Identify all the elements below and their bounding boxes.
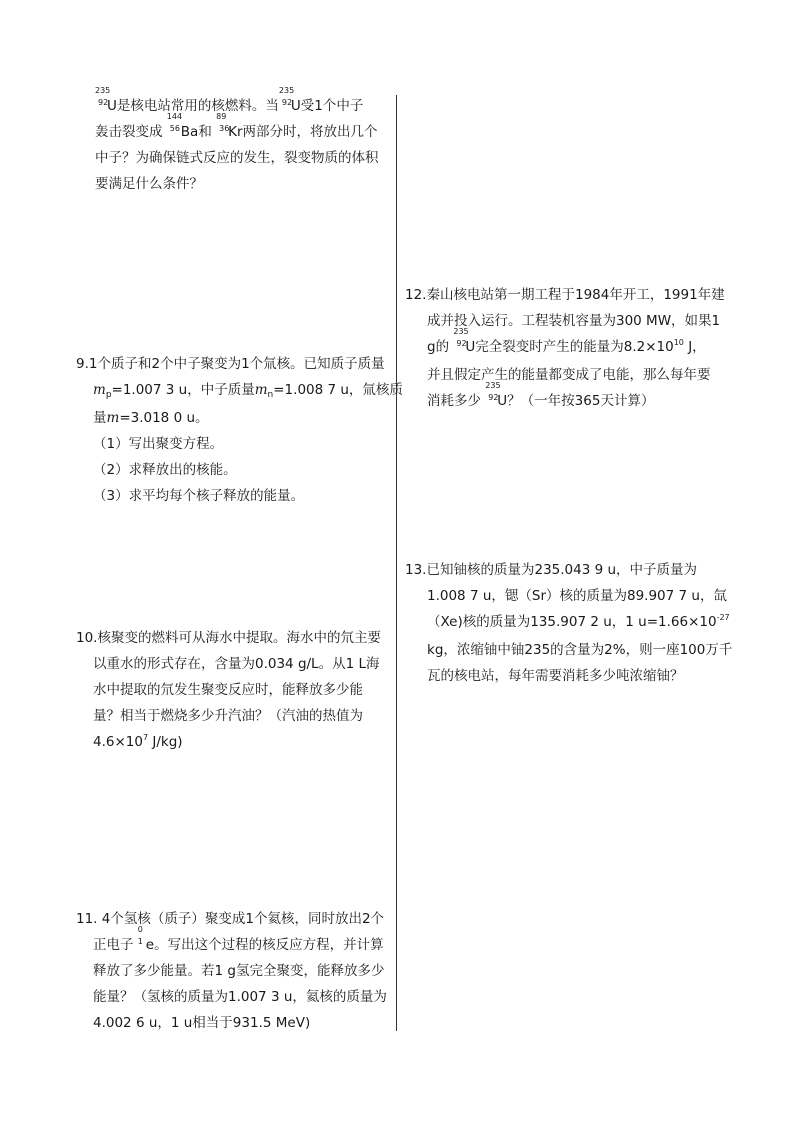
q11-line-1: 11. 4个氢核（质子）聚变成1个氦核，同时放出2个 [76, 911, 385, 927]
q9-number: 9. [76, 356, 89, 372]
q10-line-2: 以重水的形式存在，含量为0.034 g/L。从1 L海 [93, 656, 380, 672]
q9-sub-3: （3）求平均每个核子释放的能量。 [93, 488, 305, 504]
q13-line-4: kg，浓缩铀中铀235的含量为2%，则一座100万千 [427, 642, 733, 658]
nuclide-u235: 235 92 [485, 381, 501, 402]
nuclide-u235: 235 92 [278, 86, 295, 107]
positron-symbol: 0 1 [137, 925, 143, 946]
q11-line-4: 能量？（氢核的质量为1.007 3 u，氦核的质量为 [93, 989, 387, 1005]
q12-line-2: 成并投入运行。工程装机容量为300 MW，如果1 [427, 313, 721, 329]
nuclide-kr89: 89 36 [216, 112, 230, 133]
nuclide-u235: 235 92 [95, 86, 111, 107]
question-13 [405, 557, 732, 689]
q12-number: 12. [405, 287, 427, 303]
question-12 [405, 282, 725, 414]
q11-line-2: 正电子 0 1 e。写出这个过程的核反应方程，并计算 [93, 925, 384, 953]
q13-number: 13. [405, 562, 427, 578]
q10-line-4: 量？相当于燃烧多少升汽油？（汽油的热值为 [93, 708, 363, 724]
nuclide-u235: 235 92 [453, 327, 469, 348]
question-11 [76, 906, 387, 1036]
q13-line-3: （Xe)核的质量为135.907 2 u，1 $u=1.66\times 10^{-27}$ [427, 613, 730, 630]
q10-line-1: 10.核聚变的燃料可从海水中提取。海水中的氘主要 [76, 630, 381, 646]
q9-line-1: 9.1个质子和2个中子聚变为1个氚核。已知质子质量 [76, 356, 385, 372]
q12-line-3: g的 235 92 U完全裂变时产生的能量为$8.2\times 10^{10}$ J， [427, 327, 706, 355]
question-9 [76, 351, 403, 509]
q9-line-2: $m_p=1.007$ 3 u，中子质量$m_n=1.008$ 7 u，氚核质 [93, 382, 403, 400]
q12-line-5: 消耗多少 235 92 U？（一年按365天计算） [427, 381, 655, 409]
question-8 [95, 86, 379, 197]
question-10 [76, 625, 381, 757]
q9-sub-1: （1）写出聚变方程。 [93, 436, 224, 452]
q11-line-3: 释放了多少能量。若1 g氢完全聚变，能释放多少 [93, 963, 385, 979]
q11-line-5: 4.002 6 u，1 u相当于931.5 MeV) [93, 1015, 311, 1031]
q13-line-2: 1.008 7 u，锶（Sr）核的质量为89.907 7 u，氙 [427, 588, 727, 604]
q13-line-1: 13.已知铀核的质量为235.043 9 u，中子质量为 [405, 562, 698, 578]
column-divider [396, 95, 397, 1031]
q10-line-5: $4.6\times 10^7$ J/kg) [93, 733, 183, 750]
q9-line-3: 量m=3.018 0 u。 [93, 410, 209, 426]
q8-line-1: 235 92 U是核电站常用的核燃料。当 235 92 U受1个中子 [95, 86, 364, 114]
q13-line-5: 瓦的核电站，每年需要消耗多少吨浓缩铀？ [427, 668, 684, 684]
q10-number: 10. [76, 630, 98, 646]
q11-number: 11. [76, 911, 98, 927]
q8-line-3: 中子？为确保链式反应的发生，裂变物质的体积 [95, 150, 379, 166]
nuclide-ba144: 144 56 [166, 112, 183, 133]
q10-line-3: 水中提取的氘发生聚变反应时，能释放多少能 [93, 682, 363, 698]
q12-line-4: 并且假定产生的能量都变成了电能，那么每年要 [427, 367, 711, 383]
q9-sub-2: （2）求释放出的核能。 [93, 462, 237, 478]
q12-line-1: 12.秦山核电站第一期工程于1984年开工，1991年建 [405, 287, 725, 303]
q8-line-2: 轰击裂变成 144 56 Ba和 89 36 Kr两部分时，将放出几个 [95, 112, 378, 140]
q8-line-4: 要满足什么条件？ [95, 176, 203, 192]
